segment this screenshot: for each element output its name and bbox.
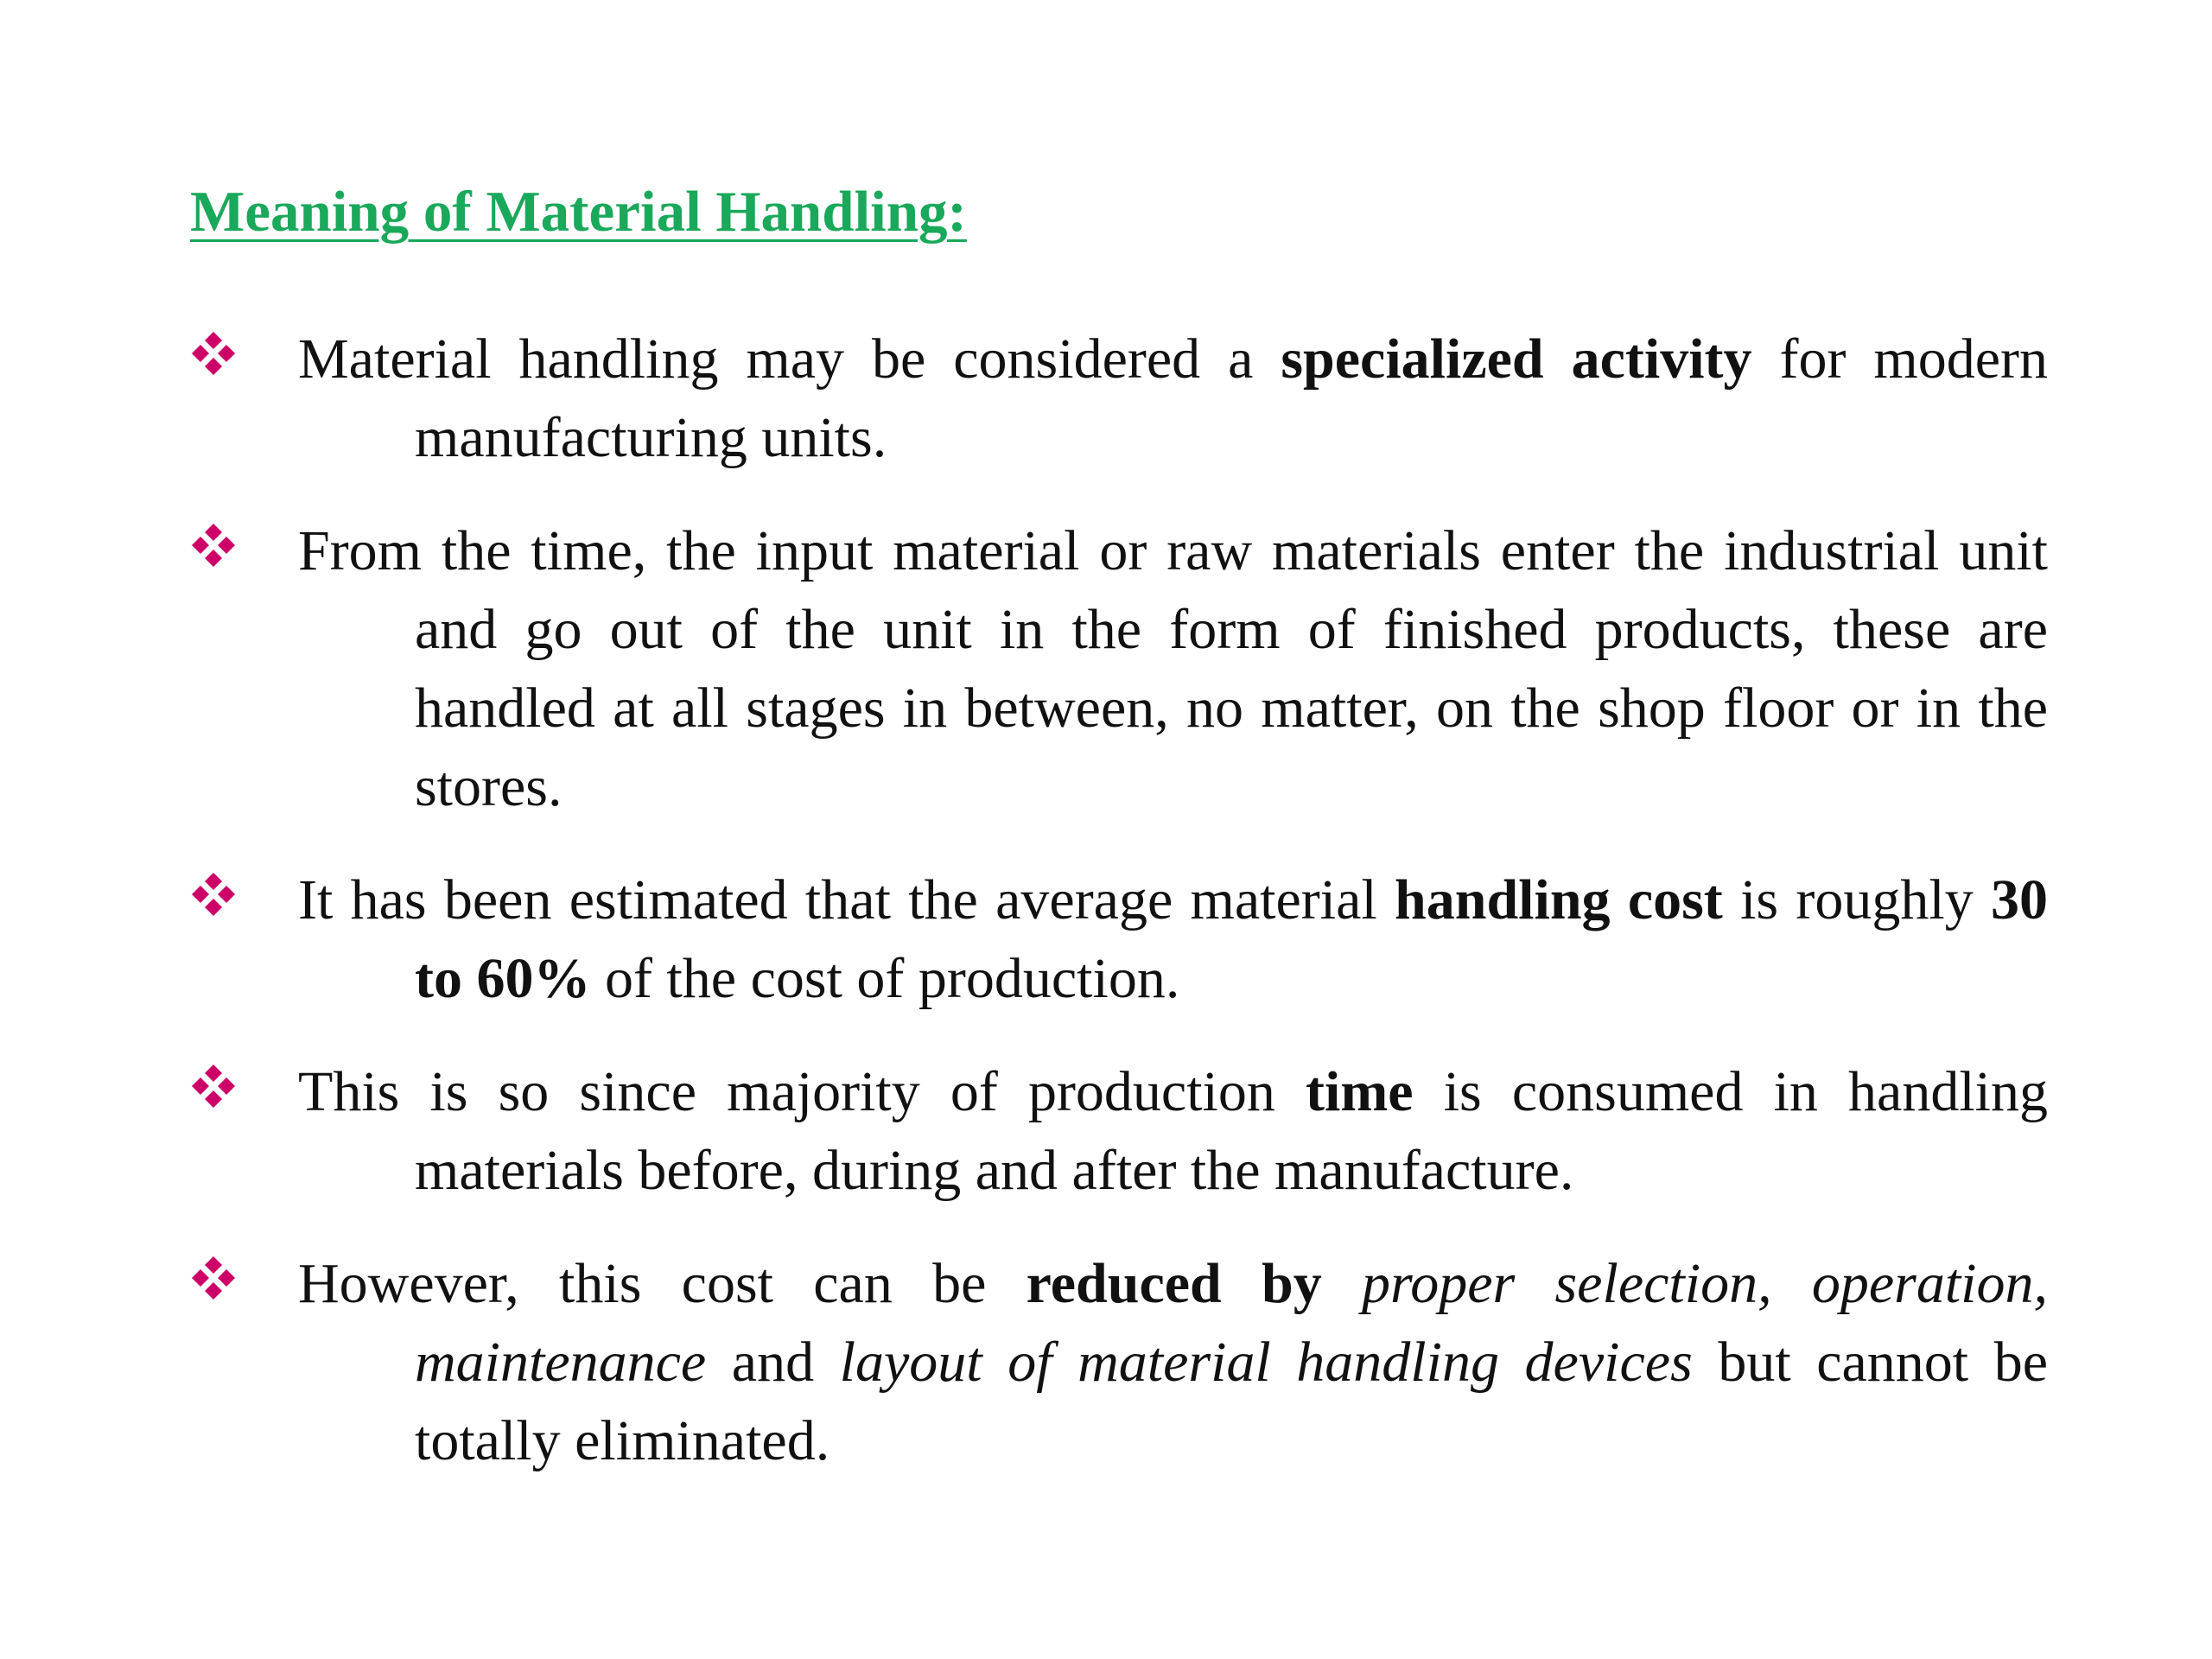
four-diamond-bullet-icon bbox=[190, 1063, 237, 1109]
bullet-text bbox=[298, 512, 2048, 826]
four-diamond-bullet-icon bbox=[190, 330, 237, 377]
emphasis-bold: reduced by bbox=[1026, 1252, 1322, 1315]
list-item bbox=[190, 320, 2048, 477]
list-item bbox=[190, 1052, 2048, 1210]
text-segment bbox=[1322, 1252, 1362, 1315]
emphasis-bold: 30 to 60% bbox=[415, 868, 2048, 1010]
list-item bbox=[190, 1244, 2048, 1480]
text-segment: is consumed in handling materials before, during and after the manufacture. bbox=[415, 1060, 2049, 1202]
emphasis-italic: layout of material handling devices bbox=[839, 1331, 1693, 1394]
list-item bbox=[190, 512, 2048, 826]
emphasis-italic: proper selection, operation, maintenance bbox=[415, 1252, 2048, 1394]
text-segment: is roughly bbox=[1722, 868, 1991, 931]
text-segment: From the time, the input material or raw materials enter the industrial unit and go out of the unit in the form of finished products, these are handled at all stages in between, no matter, on the shop floor or in the stores. bbox=[298, 519, 2048, 818]
text-segment: but cannot be totally eliminated. bbox=[415, 1331, 2049, 1472]
emphasis-bold: time bbox=[1306, 1060, 1414, 1123]
four-diamond-bullet-icon bbox=[190, 871, 237, 918]
bullet-text bbox=[298, 861, 2048, 1018]
text-segment: for modern manufacturing units. bbox=[415, 327, 2048, 469]
list-item bbox=[190, 861, 2048, 1018]
four-diamond-bullet-icon bbox=[190, 522, 237, 569]
bullet-text bbox=[298, 320, 2048, 477]
bullet-text bbox=[298, 1052, 2048, 1210]
text-segment: This is so since majority of production bbox=[298, 1060, 1306, 1123]
emphasis-bold: specialized activity bbox=[1281, 327, 1752, 391]
text-segment: It has been estimated that the average material bbox=[298, 868, 1395, 931]
four-diamond-bullet-icon bbox=[190, 1255, 237, 1301]
bullet-list bbox=[190, 320, 2048, 1515]
text-segment: of the cost of production. bbox=[590, 947, 1180, 1010]
bullet-text bbox=[298, 1244, 2048, 1480]
text-segment: Material handling may be considered a bbox=[298, 327, 1281, 391]
text-segment: and bbox=[706, 1331, 840, 1394]
emphasis-bold: handling cost bbox=[1395, 868, 1723, 931]
text-segment: However, this cost can be bbox=[298, 1252, 1027, 1315]
page-title: Meaning of Material Handling: bbox=[190, 180, 967, 244]
